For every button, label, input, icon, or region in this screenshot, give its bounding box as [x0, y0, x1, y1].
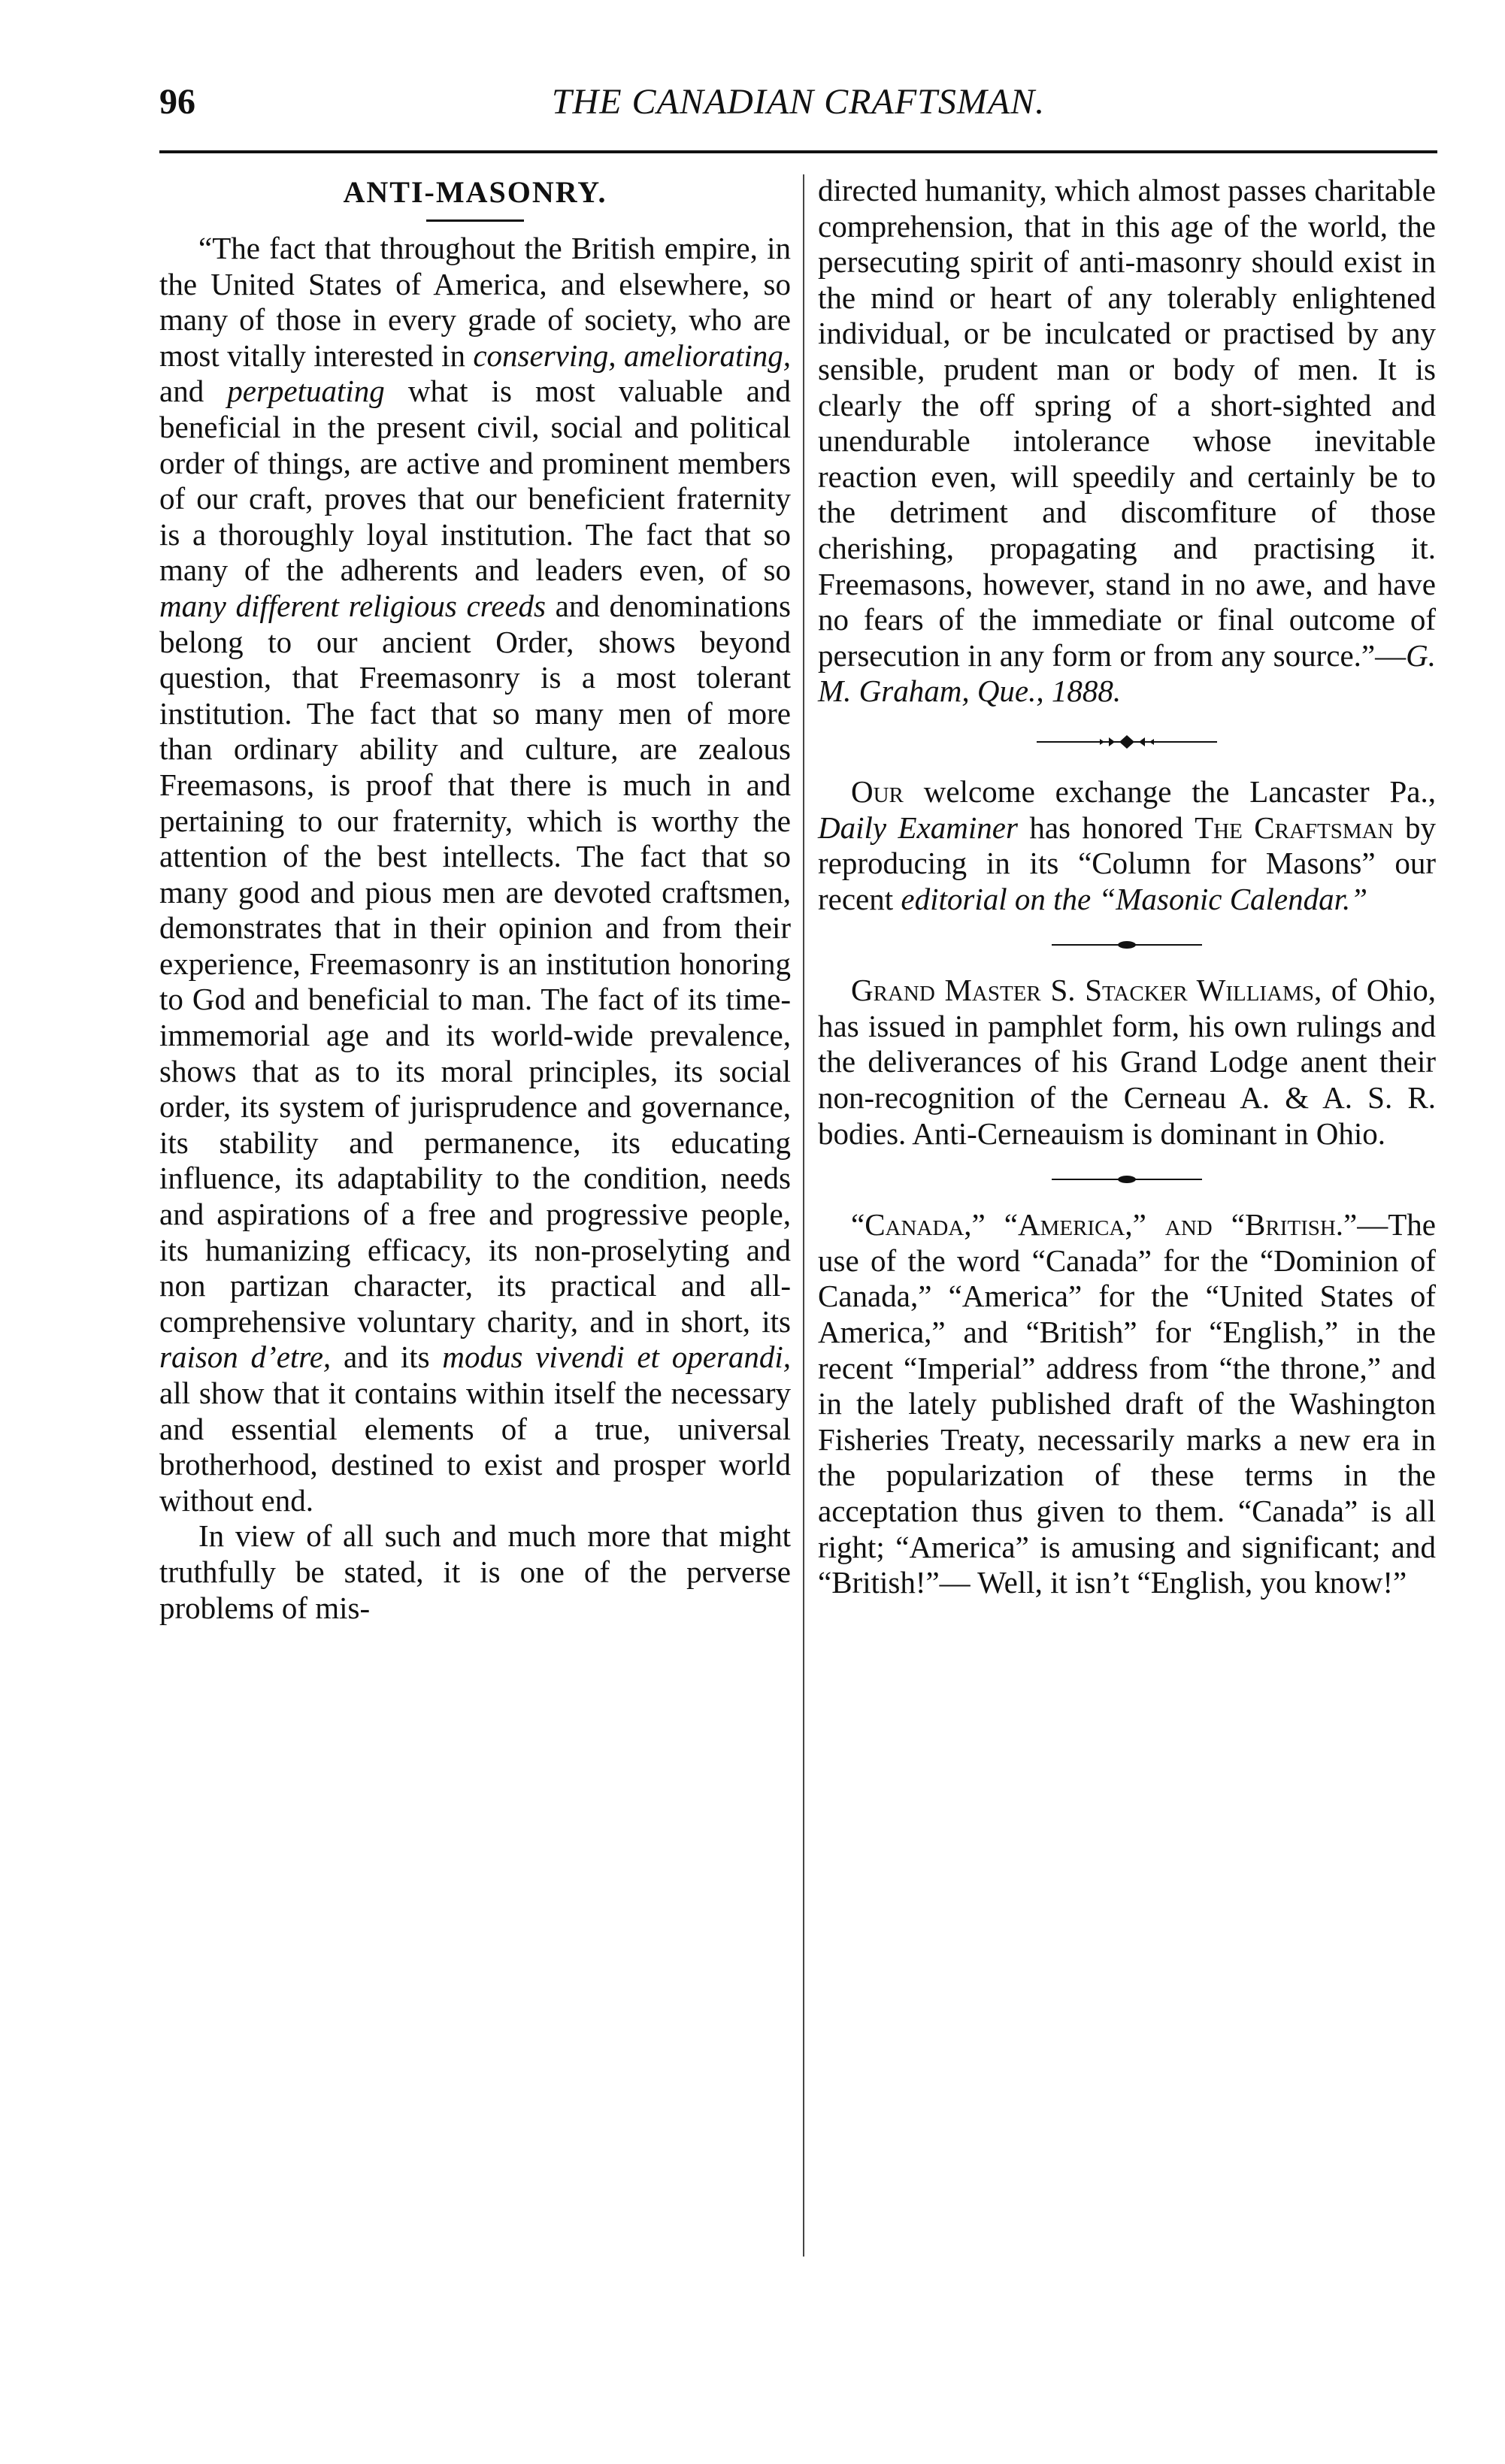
small-divider	[1052, 940, 1202, 950]
italic-run: raison d’etre,	[159, 1339, 332, 1375]
header-rule	[159, 150, 1437, 153]
ornament-divider	[1037, 734, 1217, 750]
italic-run: Daily Examiner	[818, 810, 1018, 845]
text-run: —The use of the word “Canada” for the “Dominion of Canada,” “America” for the “United States of America,” and “British” for “English,” in the recent “Imperial” address from “the throne,” and in the lately published draft of the Washington Fisheries Treaty, necessarily marks a new era in the popularization of these terms in the acceptation thus given to them. “Canada” is all right; “America” is amusing and significant; and “British!”— Well, it isn’t “English, you know!”	[818, 1207, 1436, 1600]
text-run: has honored	[1017, 810, 1195, 845]
italic-run: many different religious creeds	[159, 588, 546, 623]
text-run: and	[159, 374, 228, 409]
article-paragraph-1	[159, 231, 791, 1518]
small-caps-run: The Craftsman	[1195, 810, 1394, 845]
text-run: what is most valuable and beneficial in the present civil, social and political order of things, are active and prominent members of our craft, proves that our beneficient fraternity is a thoroughly loyal institution. The fact that so many of the adherents and leaders even, of so	[159, 374, 791, 588]
text-run: and its	[331, 1339, 443, 1375]
text-run: by reproducing in its “Column for Masons” our recent	[818, 810, 1436, 916]
news-item-lancaster	[818, 774, 1436, 917]
news-item-grand-master	[818, 973, 1436, 1152]
right-column	[818, 173, 1436, 1601]
article-paragraph-2-continued	[818, 173, 1436, 710]
item-lead: Our	[851, 773, 904, 809]
italic-run: perpetuating	[227, 374, 385, 409]
small-divider	[1052, 1174, 1202, 1185]
text-run: directed humanity, which almost passes charitable comprehension, that in this age of the world, the persecuting spirit of anti-masonry should exist in the mind or heart of any tolerably enlightened individual, or be inculcated or practised by any sensible, prudent man or body of men. It is clearly the off spring of a short-sighted and unendurable intolerance whose inevitable reaction even, will speedily and certainly be to the detriment and discomfiture of those cherishing, propagating and practising it. Freemasons, however, stand in no awe, and have no fears of the immediate or final outcome of persecution in any form or from any source.”—	[818, 173, 1436, 673]
text-run: welcome exchange the Lancaster Pa.,	[903, 773, 1436, 809]
article-attribution: G. M. Graham, Que., 1888.	[818, 637, 1436, 709]
article-heading: ANTI-MASONRY.	[343, 175, 607, 209]
heading-rule	[426, 219, 524, 222]
item-lead: “Canada,” “America,” and “British.”	[851, 1207, 1358, 1243]
news-item-canada-america-british	[818, 1207, 1436, 1601]
page-number: 96	[159, 82, 195, 122]
left-column	[159, 173, 791, 1626]
italic-run: modus vivendi et operandi,	[442, 1339, 791, 1375]
page-header	[159, 81, 1437, 134]
column-divider	[803, 174, 804, 2257]
italic-run: conserving, ameliorating,	[473, 338, 791, 373]
article-paragraph-2-start: In view of all such and much more that might truthfully be stated, it is one of the perverse problems of mis-	[159, 1518, 791, 1625]
text-run: “The fact that throughout the British empire, in the United States of America, and elsewhere, so many of those in every grade of society, who are most vitally interested in	[159, 231, 791, 373]
italic-run: editorial on the “Masonic Calendar.”	[901, 881, 1368, 916]
running-title: THE CANADIAN CRAFTSMAN.	[551, 82, 1046, 122]
text-run: of Ohio, has issued in pamphlet form, his own rulings and the deliverances of his Grand Lodge anent their non-recognition of the Cerneau A. & A. S. R. bodies. Anti-Cerneauism is dominant in Ohio.	[818, 973, 1436, 1151]
text-run: all show that it contains within itself the necessary and essential elements of a true, universal brotherhood, destined to exist and prosper world without end.	[159, 1376, 791, 1518]
item-lead: Grand Master S. Stacker Williams,	[851, 973, 1322, 1008]
text-run: and denominations belong to our ancient Order, shows beyond question, that Freemasonry is a most tolerant institution. The fact that so many men of more than ordinary ability and culture, are zealous Freemasons, is proof that there is much in and pertaining to our fraternity, which is worthy the attention of the best intellects. The fact that so many good and pious men are devoted craftsmen, demonstrates that in their opinion and from their experience, Freemasonry is an institution honoring to God and beneficial to man. The fact of its time-immemorial age and its world-wide prevalence, shows that as to its moral principles, its social order, its system of jurisprudence and governance, its stability and permanence, its educating influence, its adaptability to the condition, needs and aspirations of a free and progressive people, its humanizing efficacy, its non-proselyting and non partizan character, its practical and all-comprehensive voluntary charity, and in short, its	[159, 588, 791, 1339]
